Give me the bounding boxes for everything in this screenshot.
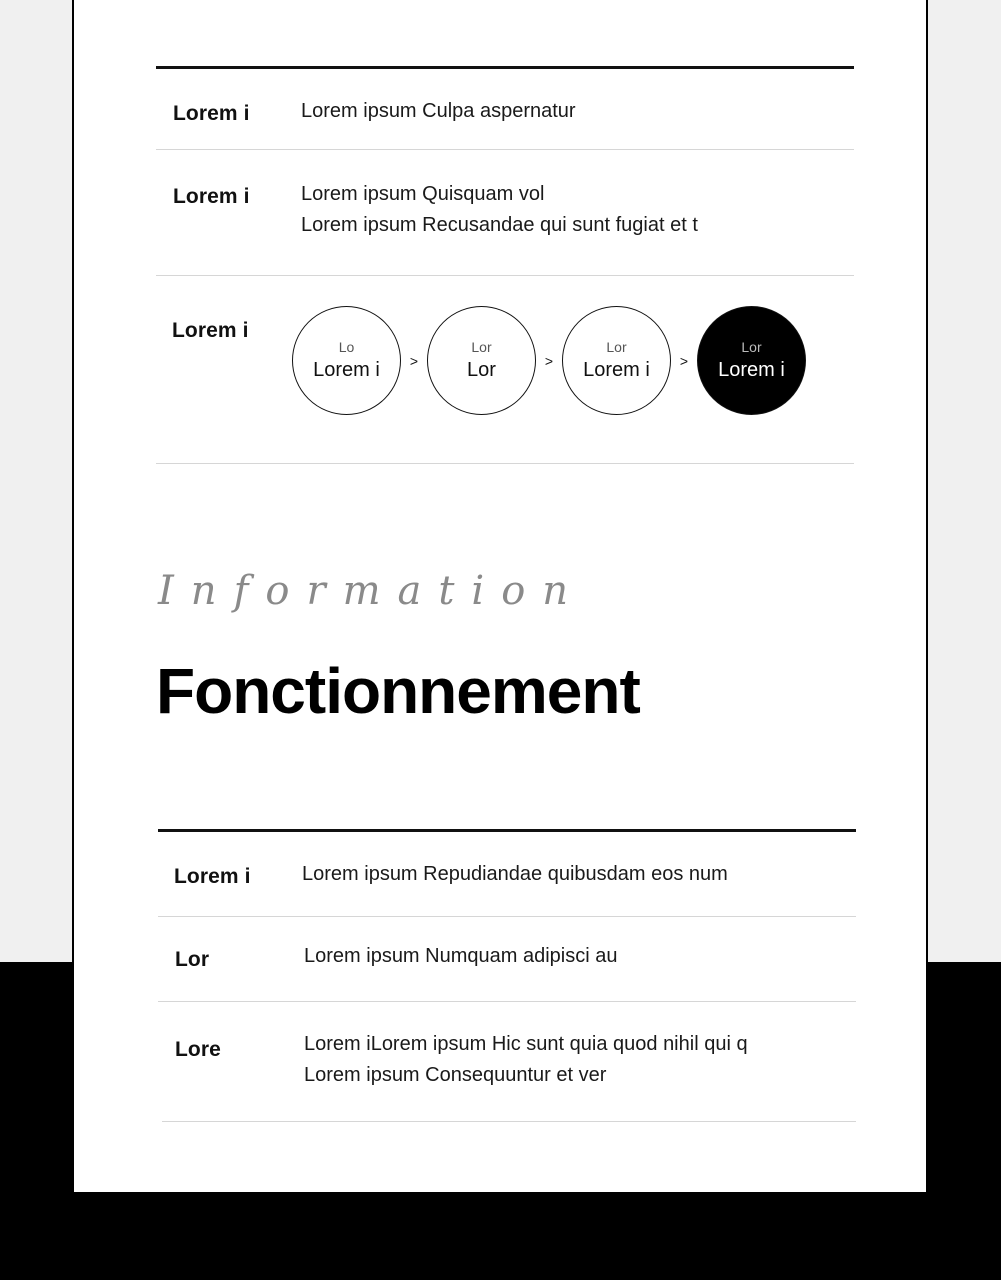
row-value [304,941,617,972]
table-row [156,276,854,464]
row-value-line: Lorem ipsum Culpa aspernatur [301,100,576,122]
step-caption: Lor [741,339,762,355]
section-title: Fonctionnement [156,655,640,727]
row-value-line: Lorem ipsum Quisquam vol [301,183,545,205]
info-table-2 [158,829,856,1122]
document-card [74,0,926,1192]
step-label: Lorem i [583,359,650,381]
step-label: Lorem i [313,359,380,381]
chevron-right-icon: > [679,352,689,369]
table-row [156,150,854,276]
row-value [301,96,576,127]
step-circle [562,306,671,415]
step-circle [427,306,536,415]
step-caption: Lo [338,339,355,355]
row-value-line: Lorem ipsum Numquam adipisci au [304,945,618,967]
step-circle-active [697,306,806,415]
row-label: Lorem i [173,185,250,208]
table-row [158,832,856,917]
step-caption: Lor [606,339,627,355]
table-row [162,1002,856,1122]
info-table-1 [156,66,854,464]
process-steps [292,306,806,415]
step-caption: Lor [471,339,492,355]
step-label: Lorem i [718,359,785,381]
row-value-line: Lorem ipsum Repudiandae quibusdam eos num [302,863,728,885]
row-value-line: Lorem ipsum Recusandae qui sunt fugiat et t [301,214,698,236]
row-label: Lorem i [173,102,250,125]
chevron-right-icon: > [409,352,419,369]
step-label: Lor [467,359,496,381]
section-script-title: Information [158,568,586,614]
row-value [302,859,728,890]
row-label: Lore [175,1038,221,1061]
row-value [301,179,698,241]
row-value-line: Lorem ipsum Consequuntur et ver [304,1064,607,1086]
step-circle [292,306,401,415]
table-row [158,917,856,1002]
row-label: Lor [175,948,210,971]
row-label: Lorem i [174,865,251,888]
row-value-line: Lorem iLorem ipsum Hic sunt quia quod nihil qui q [304,1033,748,1055]
row-value [304,1029,748,1091]
chevron-right-icon: > [544,352,554,369]
row-label: Lorem i [172,319,249,342]
table-row [156,69,854,150]
